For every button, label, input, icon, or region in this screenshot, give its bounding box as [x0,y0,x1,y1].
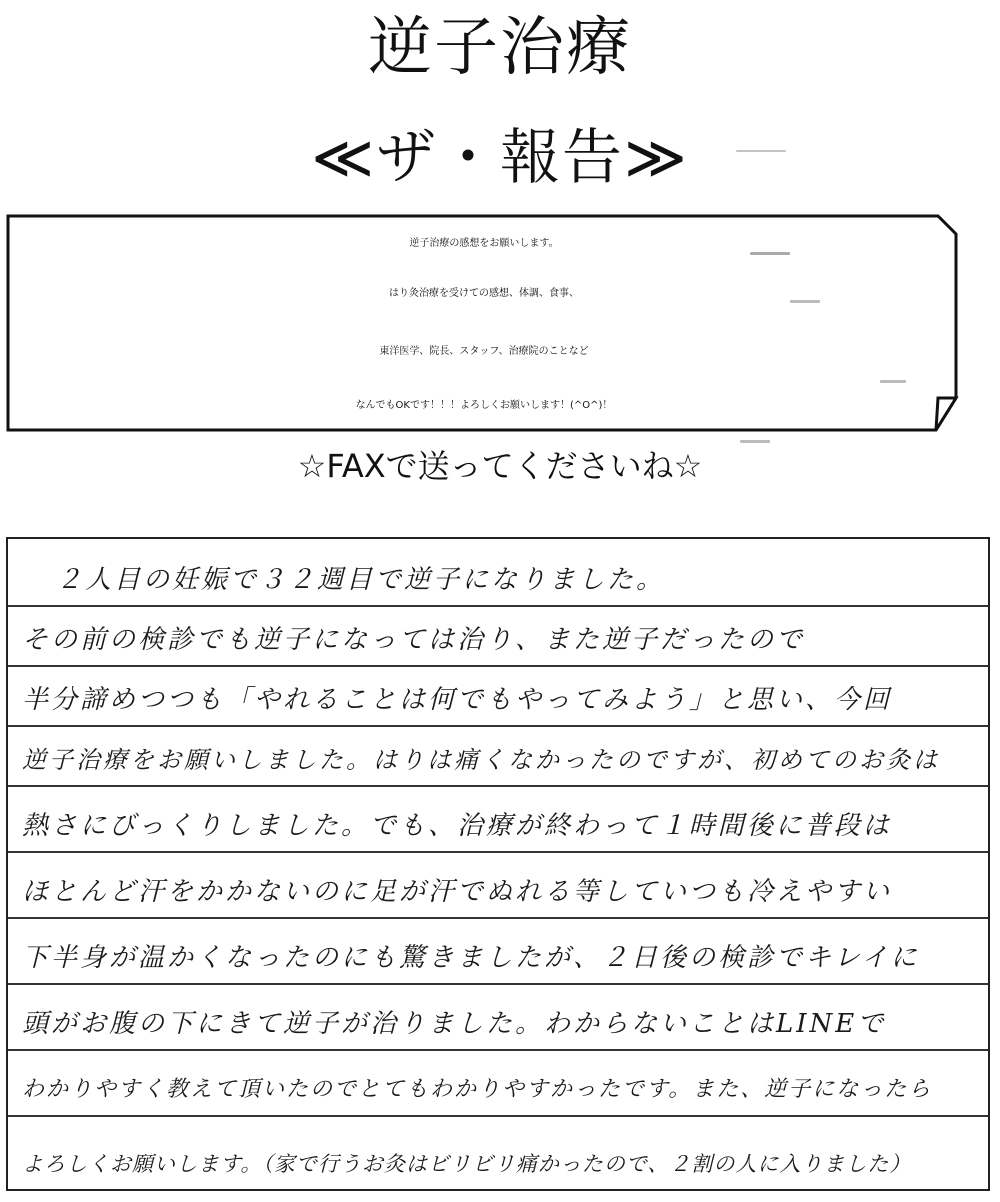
answer-row [8,919,988,985]
answer-line-9: わかりやすく教えて頂いたのでとてもわかりやすかったです。また、逆子になったら [22,1077,933,1102]
photocopy-speck [790,300,820,303]
answer-line-8: 頭がお腹の下にきて逆子が治りました。わからないことはLINEで [22,1009,887,1039]
photocopy-speck [750,252,790,255]
answer-line-1: ２人目の妊娠で３２週目で逆子になりました。 [56,565,666,595]
answer-line-10: よろしくお願いします。（家で行うお灸はビリビリ痛かったので、２割の人に入りました） [22,1152,912,1176]
answer-box [6,537,990,1191]
answer-row [8,539,988,607]
request-box [4,212,964,434]
answer-line-5: 熱さにびっくりしました。でも、治療が終わって１時間後に普段は [22,811,892,841]
answer-line-3: 半分諦めつつも「やれることは何でもやってみよう」と思い、今回 [22,685,893,715]
photocopy-speck [740,440,770,443]
answer-row [8,667,988,727]
answer-line-2: その前の検診でも逆子になっては治り、また逆子だったので [22,625,806,655]
request-line-2: はり灸治療を受けての感想、体調、食事、 [389,288,579,299]
answer-row [8,607,988,667]
answer-row [8,1051,988,1117]
answer-row [8,985,988,1051]
page-title: 逆子治療 [368,11,632,85]
photocopy-speck [736,150,786,152]
answer-line-4: 逆子治療をお願いしました。はりは痛くなかったのですが、初めてのお灸は [22,746,940,774]
answer-row [8,787,988,853]
page-subtitle: ≪ザ・報告≫ [311,123,689,193]
answer-row [8,727,988,787]
answer-row [8,853,988,919]
answer-row [8,1117,988,1189]
fax-note: ☆FAXで送ってくださいね☆ [297,447,703,485]
answer-line-7: 下半身が温かくなったのにも驚きましたが、２日後の検診でキレイに [22,943,920,973]
photocopy-speck [880,380,906,383]
request-line-4: なんでもOKです！！！よろしくお願いします！(^O^)！ [355,400,613,411]
request-line-1: 逆子治療の感想をお願いします。 [409,238,559,249]
request-line-3: 東洋医学、院長、スタッフ、治療院のことなど [379,346,589,357]
answer-line-6: ほとんど汗をかかないのに足が汗でぬれる等していつも冷えやすい [22,877,893,907]
